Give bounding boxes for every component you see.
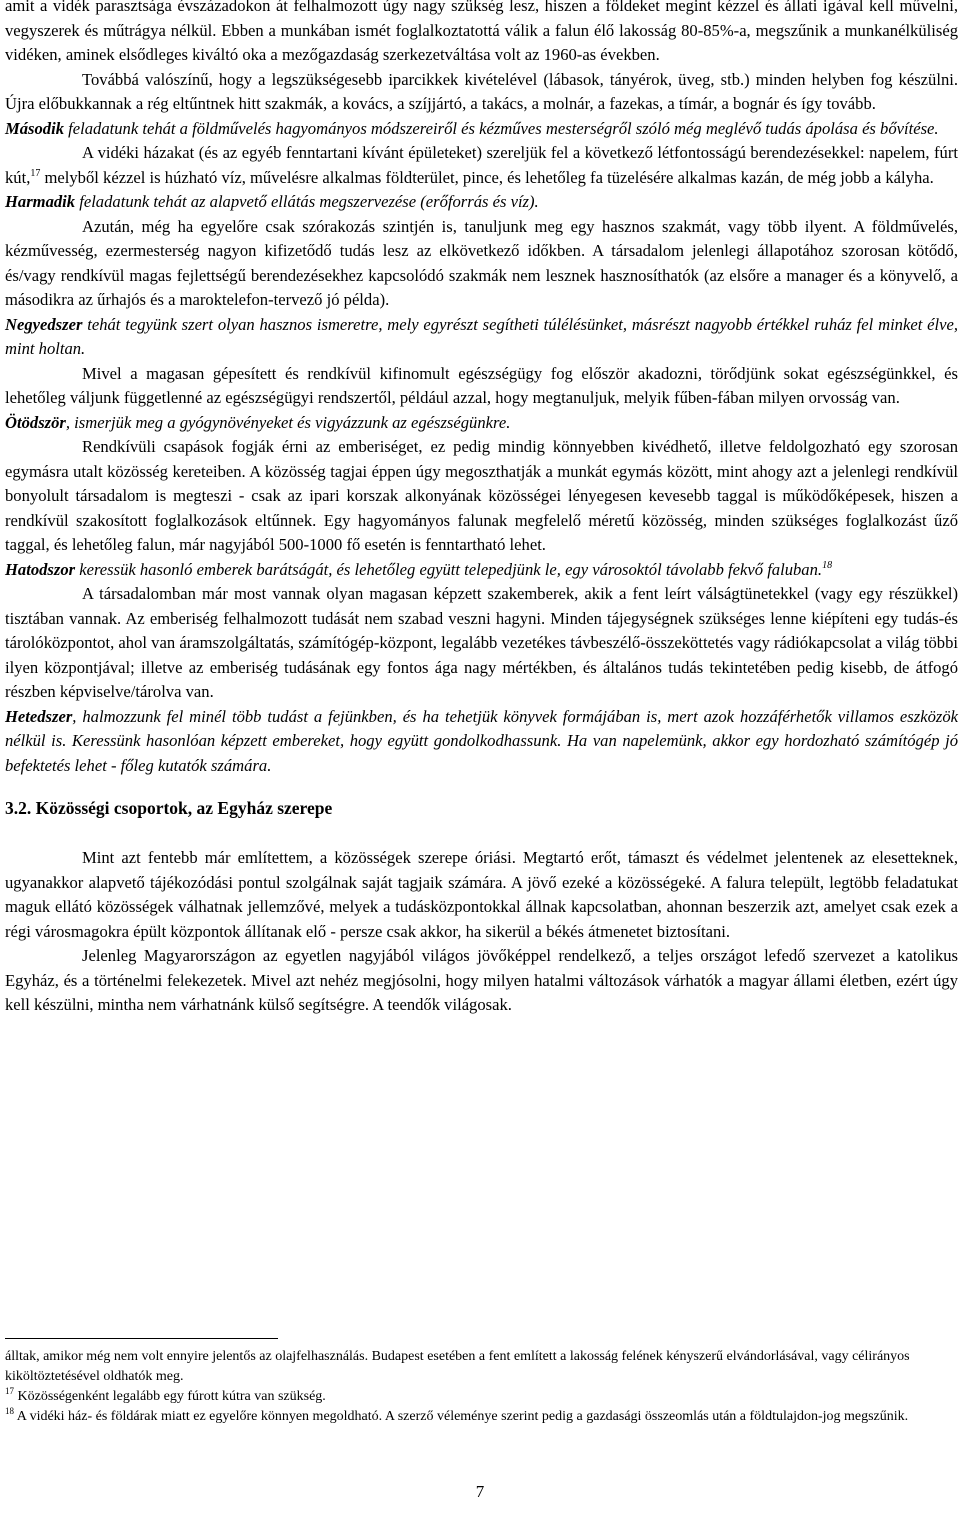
footnote-continuation: álltak, amikor még nem volt ennyire jelentős az olajfelhasználás. Budapest esetében a fent említett a lakosság felének kényszerű elvándorlásával, vagy célirányos kiköltöztetésével oldhatók meg. <box>5 1349 910 1384</box>
page-number: 7 <box>475 1482 485 1501</box>
footnote-text: Közösségenként legalább egy fúrott kútra van szükség. <box>14 1389 326 1404</box>
task-text: feladatunk tehát a földművelés hagyományos módszereiről és kézműves mesterségről szóló még meglévő tudás ápolása és bővítése. <box>64 118 939 138</box>
task-text: feladatunk tehát az alapvető ellátás megszervezése (erőforrás és víz). <box>75 192 539 211</box>
section-heading: 3.2. Közösségi csoportok, az Egyház szerepe <box>5 798 333 818</box>
task-paragraph <box>5 117 958 142</box>
paragraph: Mint azt fentebb már említettem, a közösségek szerepe óriási. Megtartó erőt, támaszt és védelmet jelentenek az elesetteknek, ugyanakkor alapvető tájékozódási pontul szolgálnak saját tagjaik számára. A jövő ezeké a közösségeké. A falura települt, legtöbb feladatukat maguk ellátó közösségek válhatnak jellemzővé, melyek a tudásközpontokkal állnak kapcsolatban, ahonnan beszerzik azt, amelyet csak ezek a régi városmagokra épült központok állítanak elő - persze csak akkor, ha sikerül a békés átmenetet biztosítani. <box>5 848 958 941</box>
footnote-separator <box>5 1338 278 1339</box>
document-body <box>5 0 958 1018</box>
paragraph: Továbbá valószínű, hogy a legszükségesebb iparcikkek kivételével (lábasok, tányérok, üveg, stb.) minden helyben fog készülni. Újra előbukkannak a rég eltűntnek hitt szakmák, a kovács, a szíjjártó, a takács, a molnár, a fazekas, a tímár, a bognár és így tovább. <box>5 69 958 113</box>
footnote-ref-17[interactable]: 17 <box>30 167 41 179</box>
task-label: Hetedszer <box>5 706 73 726</box>
task-text: , ismerjük meg a gyógynövényeket és vigyázzunk az egészségünkre. <box>65 412 511 432</box>
task-paragraph <box>5 313 958 362</box>
task-label: Ötödször <box>5 412 66 432</box>
footnote-18 <box>5 1407 958 1427</box>
footnotes <box>5 1347 958 1427</box>
paragraph: Jelenleg Magyarországon az egyetlen nagyjából világos jövőképpel rendelkező, a teljes országot lefedő szervezet a katolikus Egyház, és a történelmi felekezetek. Mivel azt nehéz megjósolni, hogy milyen hatalmi változások várhatók a magyar állami életben, ezért úgy kell készülni, mintha nem várhatnánk külső segítségre. A teendők világosak. <box>5 946 958 1014</box>
task-paragraph <box>5 558 958 583</box>
paragraph-text: melyből kézzel is húzható víz, művelésre alkalmas földterület, pince, és lehetőleg fa tüzelésére alkalmas kazán, de még jobb a kályha. <box>40 167 934 187</box>
footnote-number: 18 <box>5 1406 14 1416</box>
task-label: Negyedszer <box>5 314 83 334</box>
task-text: , halmozzunk fel minél több tudást a fejünkben, és ha tehetjük könyvek formájában is, mert azok hozzáférhetők villamos eszközök nélkül is. Keressünk hasonlóan képzett embereket, hogy együtt gondolkodhassunk. Ha van napelemünk, akkor egy hordozható számítógép jó befektetés lehet - főleg kutatók számára. <box>5 706 958 775</box>
paragraph-text: A vidéki házakat (és az egyéb fenntartani kívánt épületeket) szereljük fel a következő létfontosságú berendezésekkel: napelem, fúrt kút, <box>5 143 958 187</box>
paragraph: Mivel a magasan gépesített és rendkívül kifinomult egészségügy fog először akadozni, törődjünk sokat egészségünkkel, és lehetőleg váljunk függetlenné az egészségügyi rendszertől, például azzal, hogy megtanuljuk, melyik fűben-fában milyen orvosság van. <box>5 363 958 407</box>
task-label: Hatodszor <box>5 559 76 579</box>
task-paragraph <box>5 411 958 436</box>
heading-spacer <box>5 820 958 846</box>
footnote-number: 17 <box>5 1386 14 1396</box>
task-text: keressük hasonló emberek barátságát, és lehetőleg együtt telepedjünk le, egy városoktól távolabb fekvő faluban. <box>75 559 823 579</box>
paragraph: Rendkívüli csapások fogják érni az emberiséget, ez pedig mindig könnyebben kivédhető, illetve feldolgozható egy szorosan egymásra utalt közösség kereteiben. A közösség tagjai éppen úgy megoszthatják a munkát egymás között, mint ahogy azt a jelenlegi rendkívül bonyolult társadalom is megteszi - csak az ipari korszak alkonyának közösségei lényegesen kevesebb taggal is működőképesek, hiszen a rendkívül szakosított foglalkozások eltűnnek. Egy hagyományos falunak megfelelő méretű közösség, minden szükséges foglalkozást űző taggal, és lehetőleg falun, már nagyjából 500-1000 fő esetén is fenntartható lehet. <box>5 437 958 554</box>
task-paragraph <box>5 705 958 779</box>
footnote-17 <box>5 1387 958 1407</box>
paragraph <box>5 141 958 190</box>
footnote-text: A vidéki ház- és földárak miatt ez egyelőre könnyen megoldható. A szerző véleménye szerint pedig a gazdasági összeomlás után a földtulajdon-jog megszűnik. <box>14 1409 909 1424</box>
paragraph: A társadalomban már most vannak olyan magasan képzett szakemberek, akik a fent leírt válságtünetekkel (vagy egy részükkel) tisztában vannak. Az emberiség felhalmozott tudását nem szabad veszni hagyni. Minden tájegységnek szükséges lenne kiépíteni egy tudás-és tárolóközpontot, ahol van áramszolgáltatás, számítógép-központ, legalább vezetékes távbeszélő-összeköttetés vagy rádiókapcsolat a világ többi ilyen központjával; illetve az emberiség tudásának egy fontos ága nagy mértékben, és általános tudás tekintetében pedig kisebb, de átfogó részben képviselve/tárolva van. <box>5 584 958 701</box>
task-text: tehát tegyünk szert olyan hasznos ismeretre, mely egyrészt segítheti túlélésünket, másrészt nagyobb értékkel ruház fel minket élve, mint holtan. <box>5 314 958 358</box>
footnote-ref-18[interactable]: 18 <box>822 559 833 571</box>
task-label: Harmadik <box>5 192 76 211</box>
task-paragraph <box>5 190 958 215</box>
task-label: Második <box>5 118 65 138</box>
paragraph: Azután, még ha egyelőre csak szórakozás szintjén is, tanuljunk meg egy hasznos szakmát, vagy több ilyent. A földművelés, kézművesség, ezermesterség nagyon kifizetődő tudás lesz az elkövetkező időkben. A társadalom jelenlegi állapotához szorosan kötődő, és/vagy rendkívül magas fejlettségű berendezésekhez kapcsolódó szakmák nem lesznek hasznosíthatók (az elsőre a manager és a könyvelő, a másodikra az űrhajós és a maroktelefon-tervező jó példa). <box>5 216 958 309</box>
paragraph: amit a vidék parasztsága évszázadokon át felhalmozott úgy nagy szükség lesz, hiszen a földeket megint kézzel és állati igával kell művelni, vegyszerek és műtrágya nélkül. Ebben a munkában ismét foglalkoztatottá válik a falun élő lakosság 80-85%-a, megszűnik a munkanélküliség vidéken, aminek elsődleges kiváltó oka a mezőgazdaság szerkezetváltása volt az 1960-as években. <box>5 0 958 64</box>
